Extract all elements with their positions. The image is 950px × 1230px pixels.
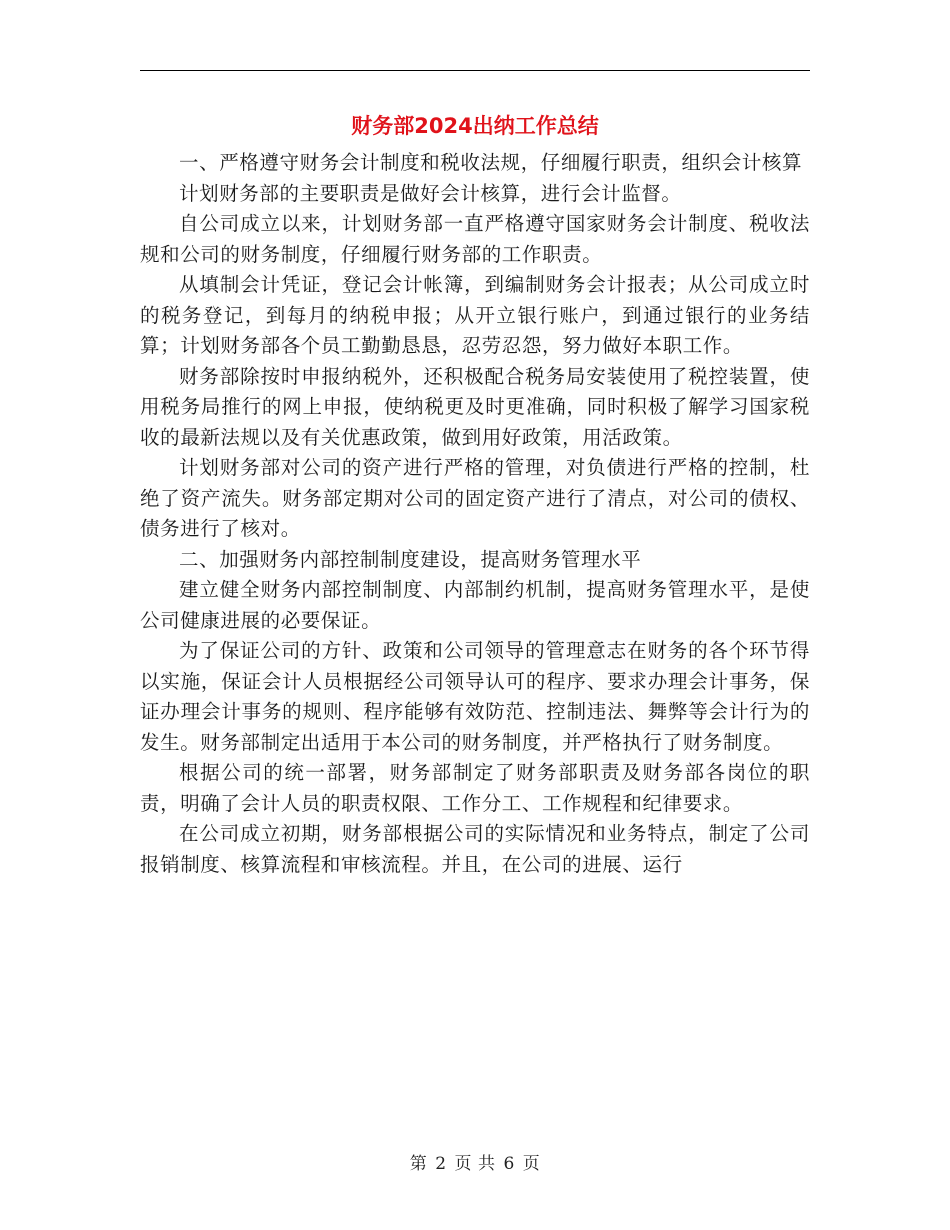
paragraph: 为了保证公司的方针、政策和公司领导的管理意志在财务的各个环节得以实施，保证会计人员根据经公司领导认可的程序、要求办理会计事务，保证办理会计事务的规则、程序能够有效防范、控制违法、舞弊等会计行为的发生。财务部制定出适用于本公司的财务制度，并严格执行了财务制度。 <box>140 639 810 754</box>
paragraph: 建立健全财务内部控制制度、内部制约机制，提高财务管理水平，是使公司健康进展的必要保证。 <box>140 578 810 632</box>
paragraph: 从填制会计凭证，登记会计帐簿，到编制财务会计报表；从公司成立时的税务登记，到每月的纳税申报；从开立银行账户，到通过银行的业务结算；计划财务部各个员工勤勤恳恳，忍劳忍怨，努力做好本职工作。 <box>140 273 810 357</box>
footer-prefix: 第 <box>409 1154 428 1174</box>
section-heading-2: 二、加强财务内部控制制度建设，提高财务管理水平 <box>179 547 642 571</box>
footer-middle: 页 共 <box>454 1154 496 1174</box>
section-heading-1: 一、严格遵守财务会计制度和税收法规，仔细履行职责，组织会计核算 <box>179 151 803 174</box>
paragraph: 在公司成立初期，财务部根据公司的实际情况和业务特点，制定了公司报销制度、核算流程和审核流程。并且，在公司的进展、运行 <box>140 822 810 876</box>
paragraph: 计划财务部的主要职责是做好会计核算，进行会计监督。 <box>179 181 682 205</box>
paragraph: 计划财务部对公司的资产进行严格的管理，对负债进行严格的控制，杜绝了资产流失。财务部定期对公司的固定资产进行了清点，对公司的债权、债务进行了核对。 <box>140 456 810 540</box>
paragraph: 根据公司的统一部署，财务部制定了财务部职责及财务部各岗位的职责，明确了会计人员的职责权限、工作分工、工作规程和纪律要求。 <box>140 761 810 815</box>
footer-total-pages: 6 <box>503 1154 515 1174</box>
header-rule <box>140 70 810 71</box>
page-footer <box>0 1152 950 1176</box>
footer-suffix: 页 <box>522 1154 541 1174</box>
document-body <box>140 148 810 880</box>
paragraph: 财务部除按时申报纳税外，还积极配合税务局安装使用了税控装置，使用税务局推行的网上申报，使纳税更及时更准确，同时积极了解学习国家税收的最新法规以及有关优惠政策，做到用好政策，用活政策。 <box>140 364 810 449</box>
footer-current-page: 2 <box>435 1154 447 1174</box>
document-title: 财务部2024出纳工作总结 <box>351 114 599 138</box>
paragraph: 自公司成立以来，计划财务部一直严格遵守国家财务会计制度、税收法规和公司的财务制度，仔细履行财务部的工作职责。 <box>140 212 810 266</box>
